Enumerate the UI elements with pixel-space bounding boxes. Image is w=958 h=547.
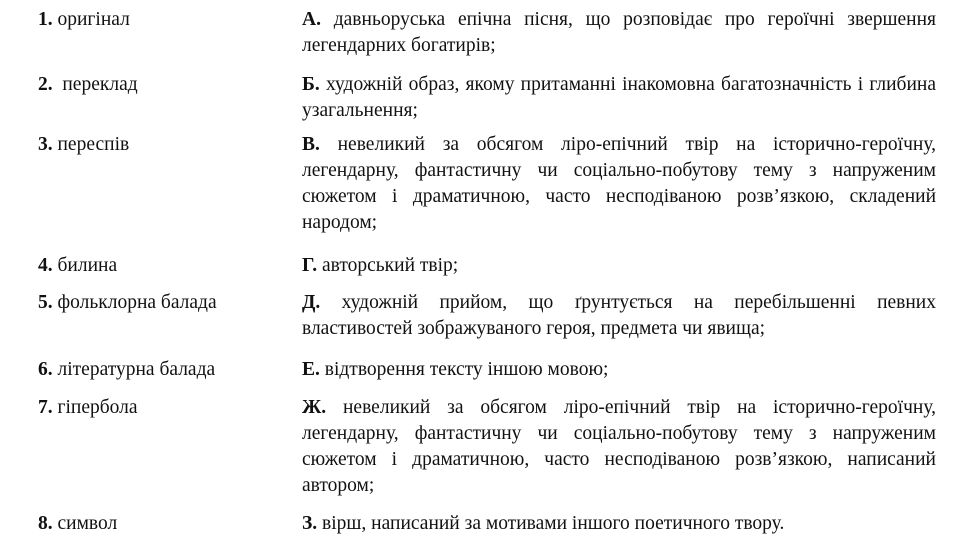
definition-letter: Ж. xyxy=(302,397,327,418)
definition-letter: Г. xyxy=(302,255,318,276)
term-label: гіпербола xyxy=(52,397,138,418)
term-2 xyxy=(38,72,288,98)
term-number: 6. xyxy=(38,359,53,380)
definition-letter: В. xyxy=(302,134,320,155)
definition-letter: З. xyxy=(302,513,318,534)
definition-a xyxy=(302,7,936,59)
term-1 xyxy=(38,7,288,33)
definition-letter: А. xyxy=(302,9,321,30)
term-6 xyxy=(38,357,288,383)
term-number: 4. xyxy=(38,255,53,276)
term-label: символ xyxy=(52,513,118,534)
definition-letter: Б. xyxy=(302,74,320,95)
definition-letter: Д. xyxy=(302,292,321,313)
term-5 xyxy=(38,290,288,316)
term-number: 7. xyxy=(38,397,53,418)
term-number: 8. xyxy=(38,513,53,534)
term-label: фольклорна балада xyxy=(52,292,217,313)
term-7 xyxy=(38,395,288,421)
term-3 xyxy=(38,132,288,158)
term-label: літературна балада xyxy=(52,359,216,380)
term-8 xyxy=(38,511,288,537)
definition-v xyxy=(302,132,936,236)
definition-text: вірш, написаний за мотивами іншого поетичного твору. xyxy=(317,513,785,534)
term-number: 2. xyxy=(38,74,53,95)
term-number: 5. xyxy=(38,292,53,313)
term-label: билина xyxy=(52,255,118,276)
definition-text: відтворення тексту іншою мовою; xyxy=(319,359,609,380)
term-label: переклад xyxy=(52,74,138,95)
term-number: 1. xyxy=(38,9,53,30)
definition-zh xyxy=(302,395,936,499)
term-label: оригінал xyxy=(52,9,130,30)
definition-z xyxy=(302,511,936,537)
definition-d xyxy=(302,290,936,342)
definition-text: художній образ, якому притаманні інакомовна багатозначність і глибина узагальнення; xyxy=(302,74,936,121)
definition-text: художній прийом, що ґрунтується на перебільшенні певних властивостей зображуваного героя, предмета чи явища; xyxy=(302,292,936,339)
definition-b xyxy=(302,72,936,124)
definition-text: авторський твір; xyxy=(317,255,459,276)
term-number: 3. xyxy=(38,134,53,155)
definition-text: невеликий за обсягом ліро-епічний твір на історично-героїчну, легендарну, фантастичну чи соціально-побутову тему з напруженим сюжетом і драматичною, часто несподіваною розв’язкою, складений народом; xyxy=(302,134,936,233)
definition-text: невеликий за обсягом ліро-епічний твір на історично-героїчну, легендарну, фантастичну чи соціально-побутову тему з напруженим сюжетом і драматичною, часто несподіваною розв’язкою, написаний автором; xyxy=(302,397,936,496)
term-label: переспів xyxy=(52,134,130,155)
definition-e xyxy=(302,357,936,383)
term-4 xyxy=(38,253,288,279)
definition-text: давньоруська епічна пісня, що розповідає про героїчні звершення легендарних богатирів; xyxy=(302,9,936,56)
definition-h xyxy=(302,253,936,279)
definition-letter: Е. xyxy=(302,359,320,380)
